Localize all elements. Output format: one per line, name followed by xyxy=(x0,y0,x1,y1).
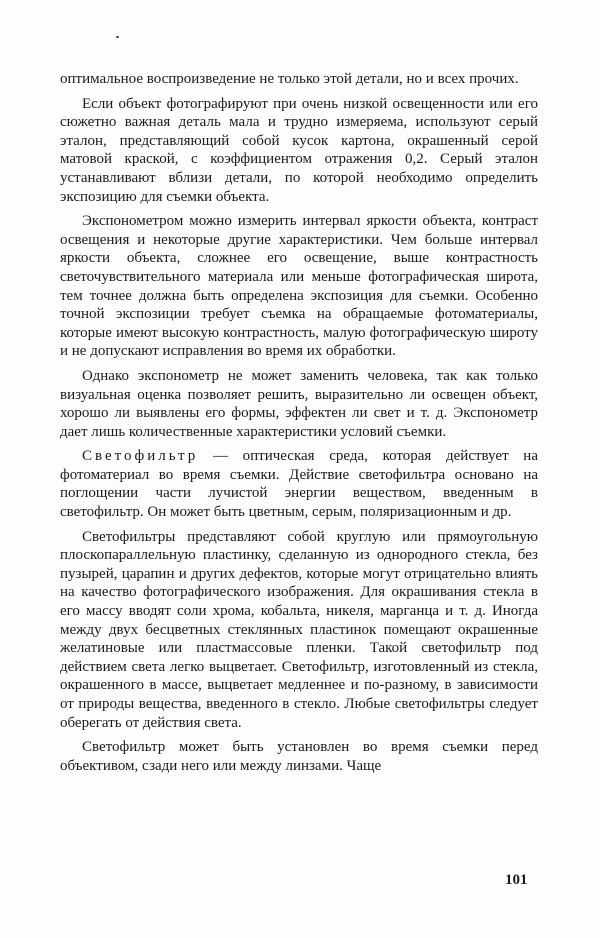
page-number: 101 xyxy=(505,872,528,888)
paragraph-filter-construction: Светофильтры представляют собой круглую или прямоугольную плоскопараллельную пластинку, сделанную из однородного стекла, без пузырей, царапин и других дефектов, которые могут отрицательно влиять на качество фотографического изображения. Для окрашивания стекла в его массу вводят соли хрома, кобальта, никеля, марганца и т. д. Иногда между двух бесцветных стеклянных пластинок помещают окрашенные желатиновые или пластмассовые пленки. Такой светофильтр под действием света легко выцветает. Светофильтр, изготовленный из стекла, окрашенного в массе, выцветает медленнее и по-разному, в зависимости от природы вещества, введенного в стекло. Любые светофильтры следует оберегать от действия света. xyxy=(60,528,538,731)
paragraph-continuation: оптимальное воспроизведение не только этой детали, но и всех прочих. xyxy=(60,71,519,87)
paragraph-human-judgement: Однако экспонометр не может заменить человека, так как только визуальная оценка позволяет решить, выразительно ли освещен объект, хорошо ли выявлены его формы, эффектен ли свет и т. д. Экспонометр дает лишь количественные характеристики условий съемки. xyxy=(60,367,538,440)
body-text xyxy=(60,70,538,781)
definition-term: Светофильтр xyxy=(82,448,199,465)
definition-text: — оптическая среда, которая действует на фотоматериал во время съемки. Действие светофильтра основано на поглощении части лучистой энергии веществом, введенным в светофильтр. Он может быть цветным, серым, поляризационным и др. xyxy=(60,448,538,521)
print-speck xyxy=(116,36,119,38)
paragraph-grey-card: Если объект фотографируют при очень низкой освещенности или его сюжетно важная деталь мала и трудно измеряема, используют серый эталон, представляющий собой кусок картона, окрашенный серой матовой краской, с коэффициентом отражения 0,2. Серый эталон устанавливают вблизи детали, по которой необходимо определить экспозицию для съемки объекта. xyxy=(60,95,538,205)
paragraph-exposure-meter: Экспонометром можно измерить интервал яркости объекта, контраст освещения и некоторые другие характеристики. Чем больше интервал яркости объекта, сложнее его освещение, выше контрастность светочувствительного материала или меньше фотографическая широта, тем точнее должна быть определена экспозиция для съемки. Особенно точной экспозиции требует съемка на обращаемые фотоматериалы, которые имеют высокую контрастность, малую фотографическую широту и не допускают исправления во время их обработки. xyxy=(60,213,538,360)
paragraph-filter-definition xyxy=(60,447,538,521)
paragraph-filter-placement: Светофильтр может быть установлен во время съемки перед объективом, сзади него или между линзами. Чаще xyxy=(60,739,538,774)
